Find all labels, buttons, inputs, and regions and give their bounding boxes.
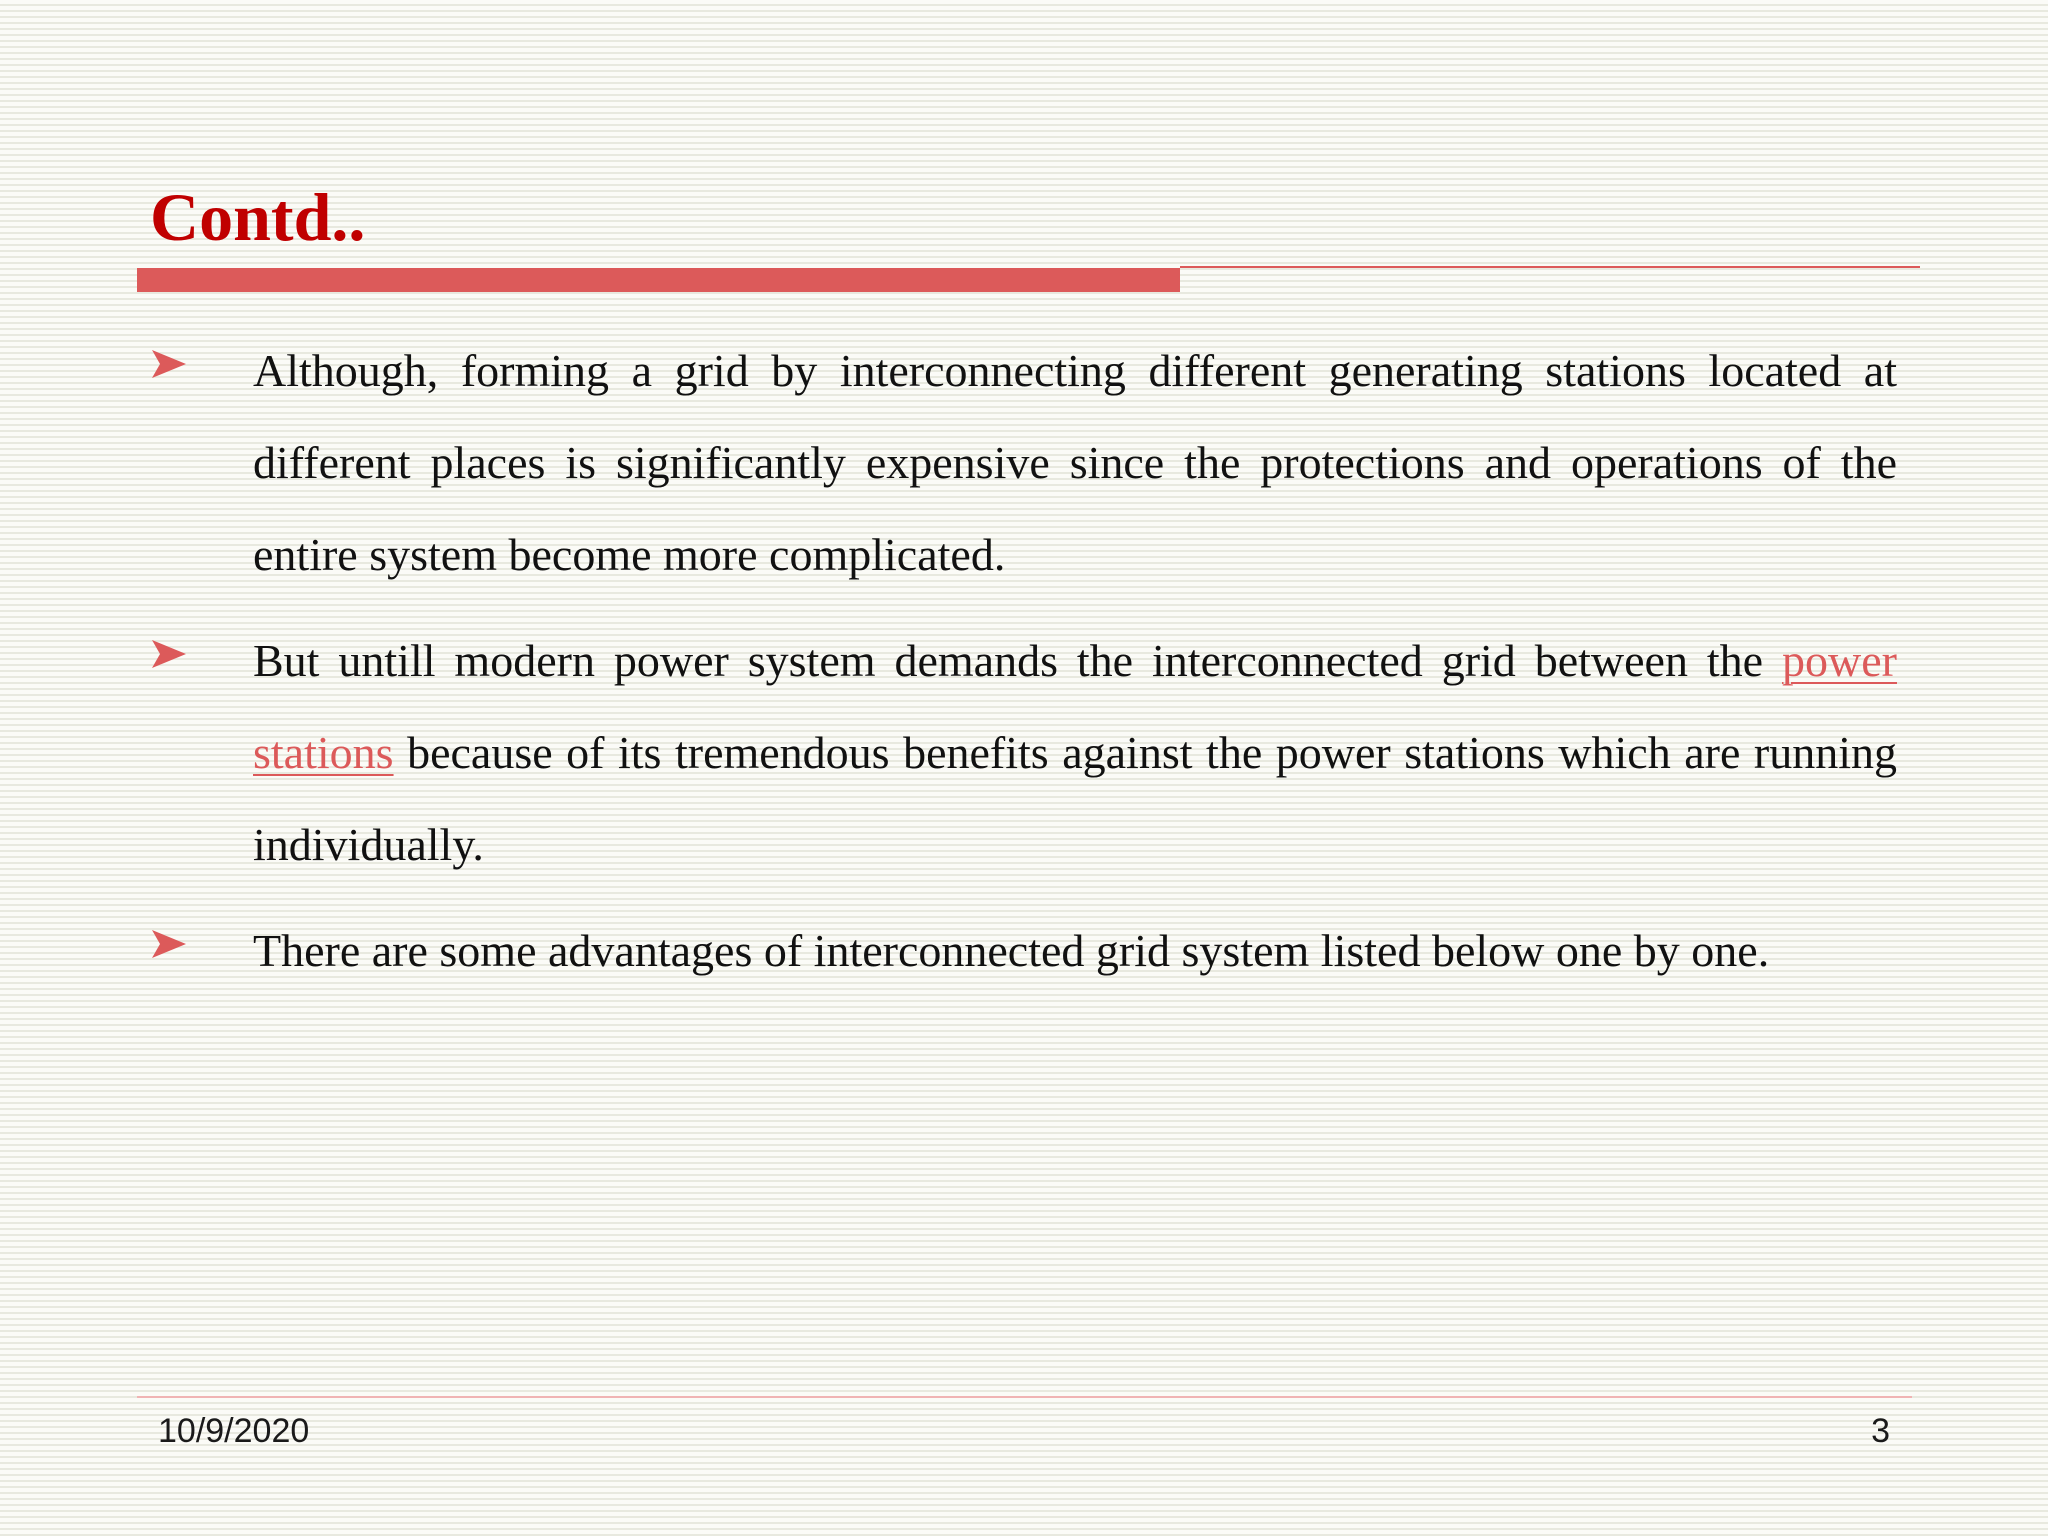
bullet-text-before-link: But untill modern power system demands the interconnected grid between the — [253, 635, 1783, 686]
page-number: 3 — [1871, 1412, 1890, 1450]
footer-date: 10/9/2020 — [158, 1412, 310, 1450]
title-underline-bar — [137, 268, 1180, 292]
footer-divider — [137, 1396, 1912, 1398]
arrowhead-bullet-icon — [150, 615, 188, 707]
bullet-text: There are some advantages of interconnected grid system listed below one by one. — [253, 925, 1770, 976]
bullet-item-2 — [150, 615, 1897, 891]
slide-content — [150, 325, 1897, 1011]
bullet-item-3 — [150, 905, 1897, 997]
bullet-text: Although, forming a grid by interconnecting different generating stations located at different places is significantly expensive since the protections and operations of the entire system become more complicated. — [253, 345, 1897, 580]
power-stations-link[interactable]: power stations — [253, 635, 1897, 778]
bullet-text — [253, 615, 1897, 891]
arrowhead-bullet-icon — [150, 905, 188, 997]
bullet-item-1 — [150, 325, 1897, 601]
arrowhead-bullet-icon — [150, 325, 188, 417]
title-underline-rule — [1180, 266, 1920, 268]
slide-title: Contd.. — [150, 179, 366, 255]
bullet-text-after-link: because of its tremendous benefits against the power stations which are running individually. — [253, 727, 1897, 870]
